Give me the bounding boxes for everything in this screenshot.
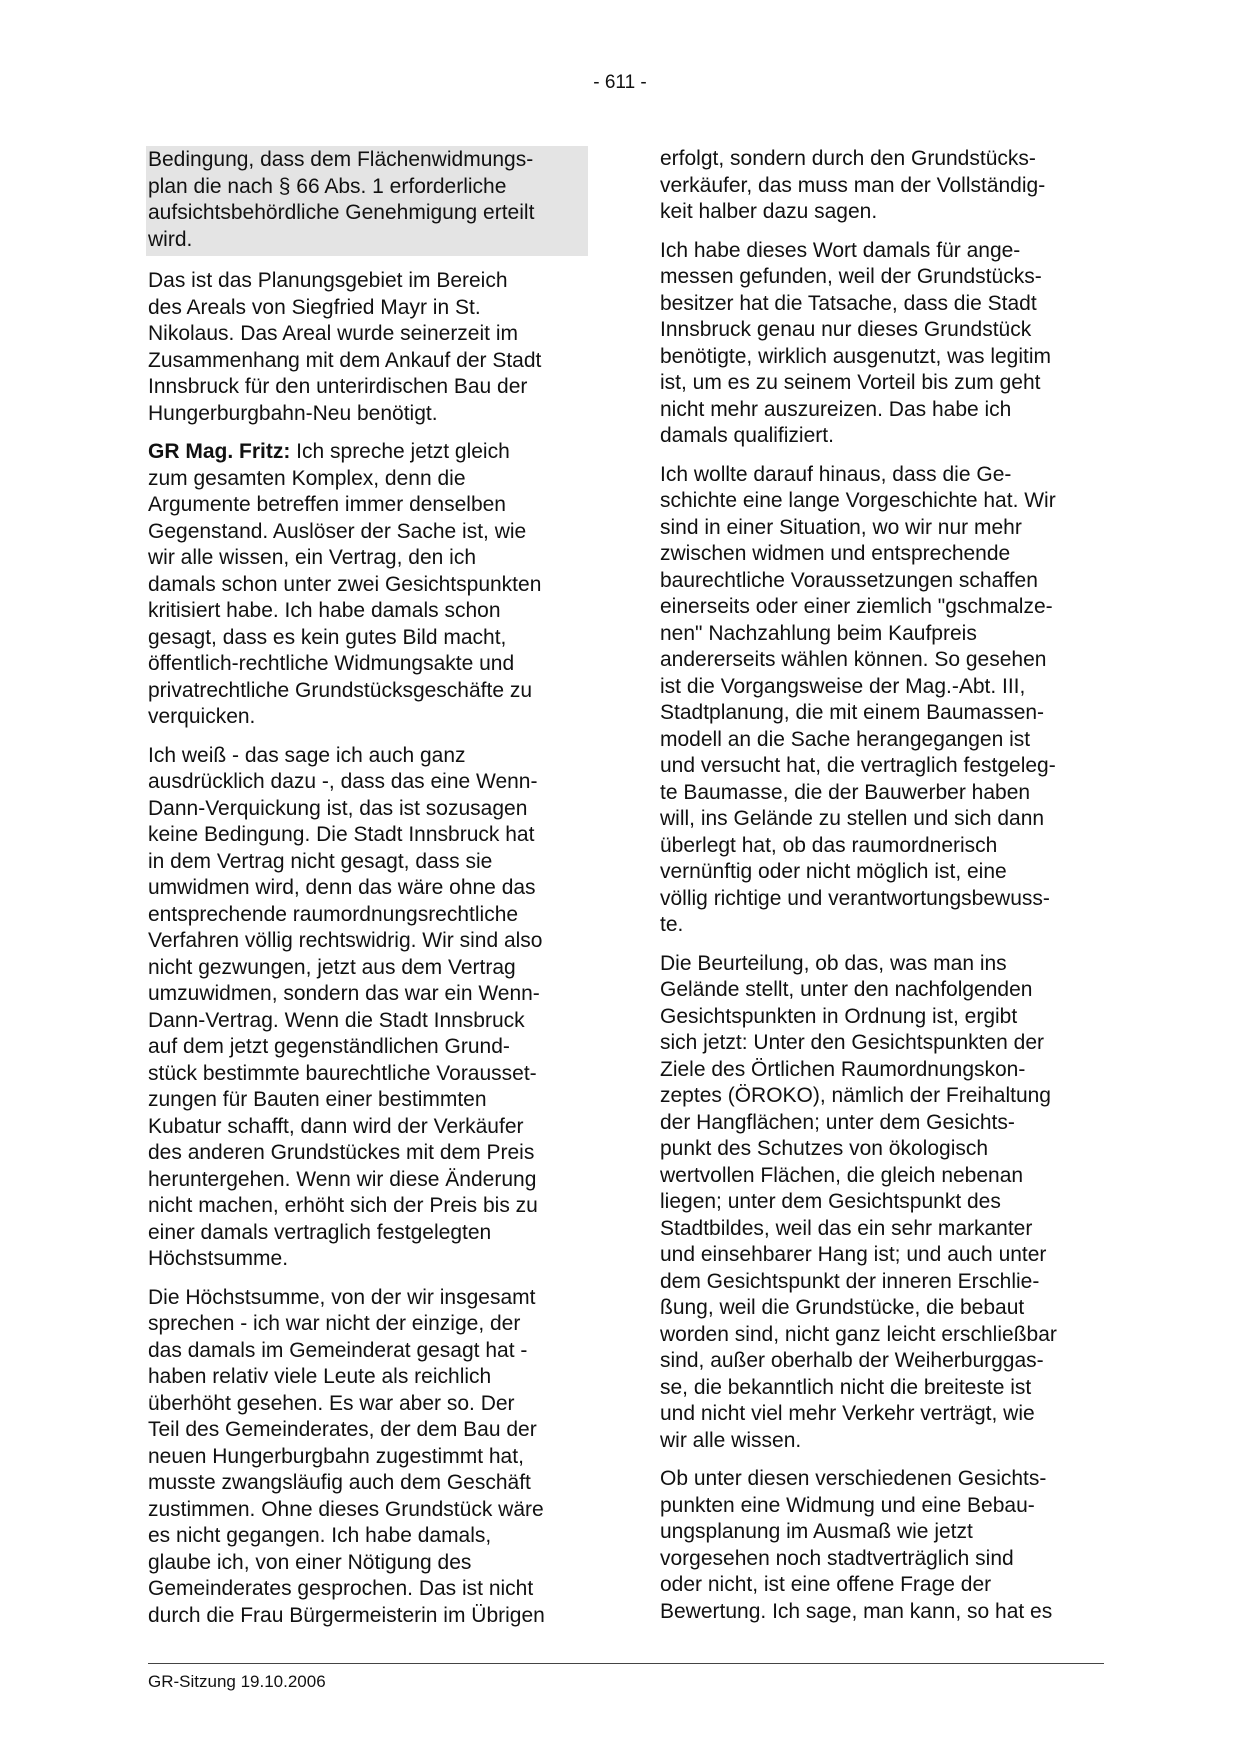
paragraph-text: Ich habe dieses Wort damals für ange- messen gefunden, weil der Grundstücks- besitzer hat die Tatsache, dass die Stadt Innsbruck genau nur dieses Grundstück benötigte, wirklich ausgenutzt, was legitim ist, um es zu seinem Vorteil bis zum geht nicht mehr auszureizen. Das habe ich damals qualifiziert.: [660, 238, 1052, 447]
paragraph-text: Die Beurteilung, ob das, was man ins Gelände stellt, unter den nachfolgenden Gesichtspunkten in Ordnung ist, ergibt sich jetzt: Unter den Gesichtspunkten der Ziele des Örtlichen Raumordnungskon- zeptes (ÖROKO), nämlich der Freihaltung der Hangflächen; unter dem Gesichts- punkt des Schutzes von ökologisch wertvollen Flächen, die gleich nebenan liegen; unter dem Gesichtspunkt des Stadtbildes, weil das ein sehr markanter und einsehbarer Hang ist; und auch unter dem Gesichtspunkt der inneren Erschlie- ßung, weil die Grundstücke, die bebaut worden sind, nicht ganz leicht erschließbar sind, außer oberhalb der Weiherburggas- se, die bekanntlich nicht die breiteste ist und nicht viel mehr Verkehr verträgt, wie wir alle wissen.: [660, 951, 1057, 1452]
highlighted-paragraph: [146, 146, 588, 256]
paragraph: [660, 1466, 1106, 1625]
paragraph-text: erfolgt, sondern durch den Grundstücks- verkäufer, das muss man der Vollständig- keit halber dazu sagen.: [660, 147, 1046, 223]
paragraph-text: Ich spreche jetzt gleich zum gesamten Komplex, denn die Argumente betreffen immer denselben Gegenstand. Auslöser der Sache ist, wie wir alle wissen, ein Vertrag, den ich damals schon unter zwei Gesichtspunkten kritisiert habe. Ich habe damals schon gesagt, dass es kein gutes Bild macht, öffentlich-rechtliche Widmungsakte und privatrechtliche Grundstücksgeschäfte zu verquicken.: [148, 440, 542, 728]
paragraph-text: Das ist das Planungsgebiet im Bereich des Areals von Siegfried Mayr in St. Nikolaus. Das Areal wurde seinerzeit im Zusammenhang mit dem Ankauf der Stadt Innsbruck für den unterirdischen Bau der Hungerburgbahn-Neu benötigt.: [148, 269, 542, 425]
page-number: - 611 -: [593, 72, 647, 93]
paragraph: [148, 743, 588, 1273]
footer-session-date: GR-Sitzung 19.10.2006: [148, 1672, 326, 1691]
speaker-name: GR Mag. Fritz:: [148, 440, 291, 463]
footer-divider: [148, 1663, 1104, 1664]
paragraph: [660, 462, 1106, 939]
paragraph-text: Bedingung, dass dem Flächenwidmungs- plan die nach § 66 Abs. 1 erforderliche aufsichtsbehördliche Genehmigung erteilt wird.: [148, 148, 535, 251]
paragraph-text: Ich weiß - das sage ich auch ganz ausdrücklich dazu -, dass das eine Wenn- Dann-Verquickung ist, das ist sozusagen keine Bedingung. Die Stadt Innsbruck hat in dem Vertrag nicht gesagt, dass sie umwidmen wird, denn das wäre ohne das entsprechende raumordnungsrechtliche Verfahren völlig rechtswidrig. Wir sind also nicht gezwungen, jetzt aus dem Vertrag umzuwidmen, sondern das war ein Wenn- Dann-Vertrag. Wenn die Stadt Innsbruck auf dem jetzt gegenständlichen Grund- stück bestimmte baurechtliche Vorausset- zungen für Bauten einer bestimmten Kubatur schafft, dann wird der Verkäufer des anderen Grundstückes mit dem Preis heruntergehen. Wenn wir diese Änderung nicht machen, erhöht sich der Preis bis zu einer damals vertraglich festgelegten Höchstsumme.: [148, 743, 543, 1270]
paragraph: [148, 1285, 588, 1630]
paragraph: [660, 146, 1106, 226]
paragraph-text: Ich wollte darauf hinaus, dass die Ge- schichte eine lange Vorgeschichte hat. Wir sind in einer Situation, wo wir nur mehr zwischen widmen und entsprechende baurechtliche Voraussetzungen schaffen einerseits oder einer ziemlich "gschmalze- nen" Nachzahlung beim Kaufpreis andererseits wählen können. So gesehen ist die Vorgangsweise der Mag.-Abt. III, Stadtplanung, die mit einem Baumassen- modell an die Sache herangegangen ist und versucht hat, die vertraglich festgeleg- te Baumasse, die der Bauwerber haben will, ins Gelände zu stellen und sich dann überlegt hat, ob das raumordnerisch vernünftig oder nicht möglich ist, eine völlig richtige und verantwortungsbewuss- te.: [660, 462, 1056, 936]
left-column: [148, 146, 588, 1641]
speaker-paragraph: [148, 439, 588, 731]
paragraph: [148, 268, 588, 427]
right-column: [660, 146, 1106, 1637]
paragraph-text: Ob unter diesen verschiedenen Gesichts- punkten eine Widmung und eine Bebau- ungsplanung im Ausmaß wie jetzt vorgesehen noch stadtverträglich sind oder nicht, ist eine offene Frage der Bewertung. Ich sage, man kann, so hat es: [660, 1467, 1053, 1623]
paragraph-text: Die Höchstsumme, von der wir insgesamt sprechen - ich war nicht der einzige, der das damals im Gemeinderat gesagt hat - haben relativ viele Leute als reichlich überhöht gesehen. Es war aber so. Der Teil des Gemeinderates, der dem Bau der neuen Hungerburgbahn zugestimmt hat, musste zwangsläufig auch dem Geschäft zustimmen. Ohne dieses Grundstück wäre es nicht gegangen. Ich habe damals, glaube ich, von einer Nötigung des Gemeinderates gesprochen. Das ist nicht durch die Frau Bürgermeisterin im Übrigen: [148, 1285, 545, 1627]
paragraph: [660, 238, 1106, 450]
paragraph: [660, 951, 1106, 1455]
